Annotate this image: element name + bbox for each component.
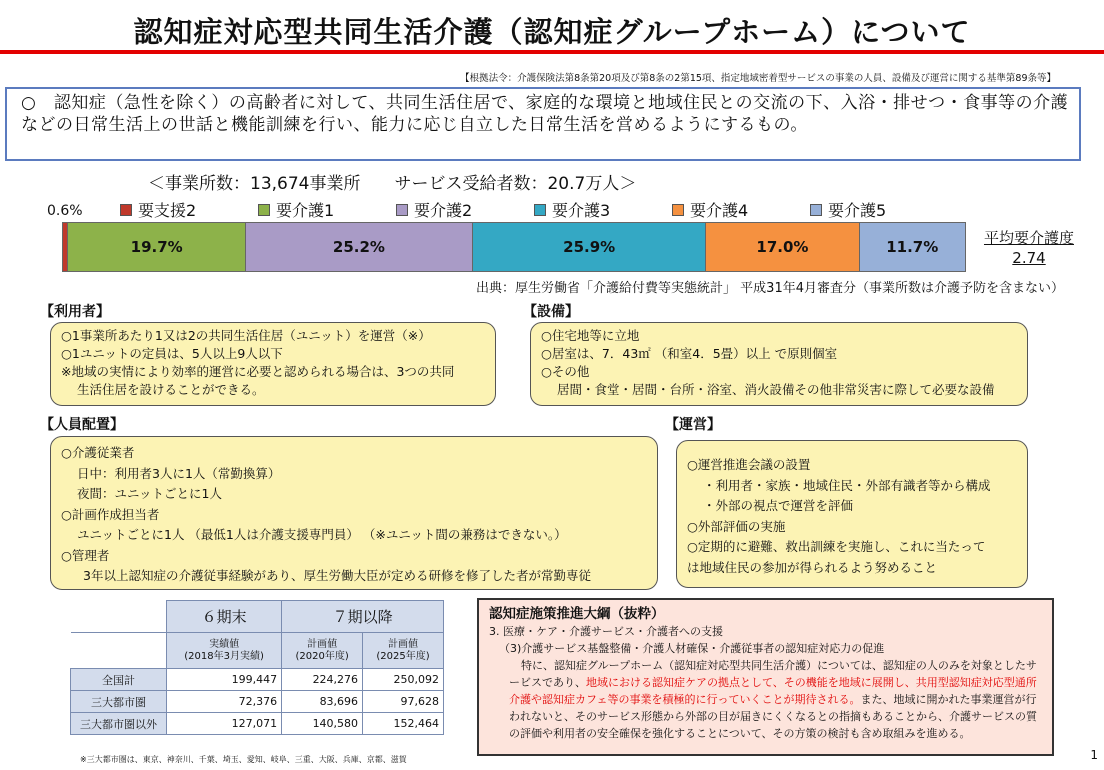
table-cell: 97,628 bbox=[363, 691, 444, 713]
policy-line: （3)介護サービス基盤整備・介護人材確保・介護従事者の認知症対応力の促進 bbox=[499, 642, 885, 655]
users-line: 生活住居を設けることができる。 bbox=[77, 382, 265, 397]
legend-item bbox=[534, 198, 610, 221]
legend-label: 要介護3 bbox=[552, 201, 611, 220]
legend-item bbox=[120, 198, 196, 221]
legend-swatch bbox=[534, 204, 546, 216]
operations-line: は地域住民の参加が得られるよう努めること bbox=[687, 559, 938, 575]
users-heading: 【利用者】 bbox=[40, 304, 110, 320]
facilities-line: ○その他 bbox=[541, 364, 590, 379]
chart-small-value-label: 0.6% bbox=[47, 203, 83, 219]
table-row-label: 全国計 bbox=[71, 669, 167, 691]
facilities-line: 居間・食堂・居間・台所・浴室、消火設備その他非常災害に際して必要な設備 bbox=[557, 382, 995, 397]
page-title: 認知症対応型共同生活介護（認知症グループホーム）について bbox=[133, 15, 971, 49]
table-header-period6: ６期末 bbox=[167, 601, 282, 633]
operations-line: ○外部評価の実施 bbox=[687, 518, 786, 534]
legend-item bbox=[396, 198, 472, 221]
staffing-line: ○介護従業者 bbox=[61, 445, 135, 460]
operations-line: ○運営推進会議の設置 bbox=[687, 457, 811, 472]
legend-item bbox=[810, 198, 886, 221]
policy-body-highlight: 地域における認知症ケアの拠点として、その機能を地域に展開し、共用型認知症対応型通所介護や認知症カフェ等の事業を積極的に行っていくことが期待される。 bbox=[509, 676, 1037, 706]
table-cell: 224,276 bbox=[282, 669, 363, 691]
users-line: ○1事業所あたり1又は2の共同生活住居（ユニット）を運営（※） bbox=[61, 328, 431, 343]
table-row-label: 三大都市圏以外 bbox=[71, 713, 167, 735]
avg-care-level-value: 2.74 bbox=[1012, 249, 1046, 267]
legend-label: 要介護4 bbox=[690, 201, 749, 220]
staffing-line: ○管理者 bbox=[61, 547, 110, 563]
care-level-bar bbox=[62, 222, 966, 272]
operations-line: ・外部の視点で運営を評価 bbox=[703, 498, 854, 513]
legal-basis: 【根拠法令：介護保険法第8条第20項及び第8条の2第15項、指定地域密着型サービスの事業の人員、設備及び運営に関する基準第89条等】 bbox=[460, 73, 1056, 84]
staffing-line: 3年以上認知症の介護従事経験があり、厚生労働大臣が定める研修を修了した者が常勤専従 bbox=[83, 568, 591, 583]
policy-body bbox=[489, 657, 1042, 742]
table-col-header: 実績値 (2018年3月実績) bbox=[167, 633, 282, 669]
bar-segment: 11.7% bbox=[860, 223, 965, 271]
facilities-line: ○居室は、7．43㎡ （和室4．5畳）以上 で原則個室 bbox=[541, 346, 838, 361]
staffing-line: 日中：利用者3人に1人（常勤換算） bbox=[77, 465, 281, 481]
table-corner bbox=[71, 601, 167, 633]
facilities-heading: 【設備】 bbox=[523, 304, 579, 320]
bar-segment: 19.7% bbox=[68, 223, 246, 271]
table-cell: 83,696 bbox=[282, 691, 363, 713]
table-cell: 152,464 bbox=[363, 713, 444, 735]
legend-swatch bbox=[258, 204, 270, 216]
table-footnote: ※三大都市圏は、東京、神奈川、千葉、埼玉、愛知、岐阜、三重、大阪、兵庫、京都、滋賀 bbox=[80, 755, 407, 764]
table-row bbox=[71, 713, 444, 735]
operations-line: ○定期的に避難、救出訓練を実施し、これに当たって bbox=[687, 539, 986, 554]
staffing-line: ユニットごとに1人 （最低1人は介護支援専門員） （※ユニット間の兼務はできない。） bbox=[77, 527, 567, 542]
legend-label: 要介護5 bbox=[828, 201, 887, 220]
operations-box bbox=[676, 440, 1028, 588]
avg-care-level-label: 平均要介護度 bbox=[983, 229, 1074, 247]
table-header-period7: ７期以降 bbox=[282, 601, 444, 633]
bar-segment: 17.0% bbox=[706, 223, 859, 271]
staffing-line: ○計画作成担当者 bbox=[61, 506, 160, 522]
table-row bbox=[71, 669, 444, 691]
facilities-box bbox=[530, 322, 1028, 406]
table-row-label: 三大都市圏 bbox=[71, 691, 167, 713]
staffing-box bbox=[50, 436, 658, 590]
users-line: ※地域の実情により効率的運営に必要と認められる場合は、3つの共同 bbox=[61, 364, 455, 379]
bar-segment: 25.2% bbox=[246, 223, 473, 271]
plan-table bbox=[70, 600, 444, 735]
table-cell: 250,092 bbox=[363, 669, 444, 691]
policy-body-b: また、地域に開かれた事業運営が行われないと、そのサービス形態から外部の目が届きにくくなるとの指摘もあることから、介護サービスの質の評価や利用者の安全確保を強化することについて、その方策の検討も含め取組みを進める。 bbox=[509, 693, 1037, 740]
table-corner bbox=[71, 633, 167, 669]
legend-label: 要支援2 bbox=[138, 201, 197, 220]
operations-heading: 【運営】 bbox=[665, 417, 721, 433]
table-cell: 140,580 bbox=[282, 713, 363, 735]
page-number: 1 bbox=[1090, 748, 1098, 762]
policy-line: 3. 医療・ケア・介護サービス・介護者への支援 bbox=[489, 625, 723, 638]
bar-segment: 25.9% bbox=[473, 223, 706, 271]
users-line: ○1ユニットの定員は、5人以上9人以下 bbox=[61, 346, 283, 361]
facilities-line: ○住宅地等に立地 bbox=[541, 328, 640, 343]
legend-swatch bbox=[810, 204, 822, 216]
summary-text: ○ 認知症（急性を除く）の高齢者に対して、共同生活住居で、家庭的な環境と地域住民との交流の下、入浴・排せつ・食事等の介護などの日常生活上の世話と機能訓練を行い、能力に応じ自立した日常生活を営めるようにするもの。 bbox=[21, 93, 1069, 135]
policy-title: 認知症施策推進大綱（抜粋） bbox=[489, 606, 665, 622]
title-underline bbox=[0, 50, 1104, 54]
operations-line: ・利用者・家族・地域住民・外部有識者等から構成 bbox=[703, 477, 991, 493]
table-cell: 199,447 bbox=[167, 669, 282, 691]
legend-item bbox=[672, 198, 748, 221]
stats-line: ＜事業所数：13,674事業所 サービス受給者数：20.7万人＞ bbox=[148, 174, 637, 194]
table-row bbox=[71, 691, 444, 713]
avg-care-level bbox=[975, 228, 1083, 268]
table-cell: 72,376 bbox=[167, 691, 282, 713]
legend-swatch bbox=[120, 204, 132, 216]
staffing-heading: 【人員配置】 bbox=[40, 417, 124, 433]
summary-box bbox=[5, 87, 1081, 161]
table-col-header: 計画値 (2020年度) bbox=[282, 633, 363, 669]
policy-box bbox=[477, 598, 1054, 756]
legend-label: 要介護2 bbox=[414, 201, 473, 220]
staffing-line: 夜間：ユニットごとに1人 bbox=[77, 486, 222, 501]
legend-label: 要介護1 bbox=[276, 201, 335, 220]
table-cell: 127,071 bbox=[167, 713, 282, 735]
legend-swatch bbox=[396, 204, 408, 216]
chart-source: 出典：厚生労働省「介護給付費等実態統計」 平成31年4月審査分（事業所数は介護予防を含まない） bbox=[476, 281, 1064, 296]
legend-item bbox=[258, 198, 334, 221]
legend-swatch bbox=[672, 204, 684, 216]
policy-body-a: 特に、認知症グループホーム（認知症対応型共同生活介護）については、認知症の人のみを対象としたサービスであり、 bbox=[509, 659, 1037, 689]
users-box bbox=[50, 322, 496, 406]
table-col-header: 計画値 (2025年度) bbox=[363, 633, 444, 669]
